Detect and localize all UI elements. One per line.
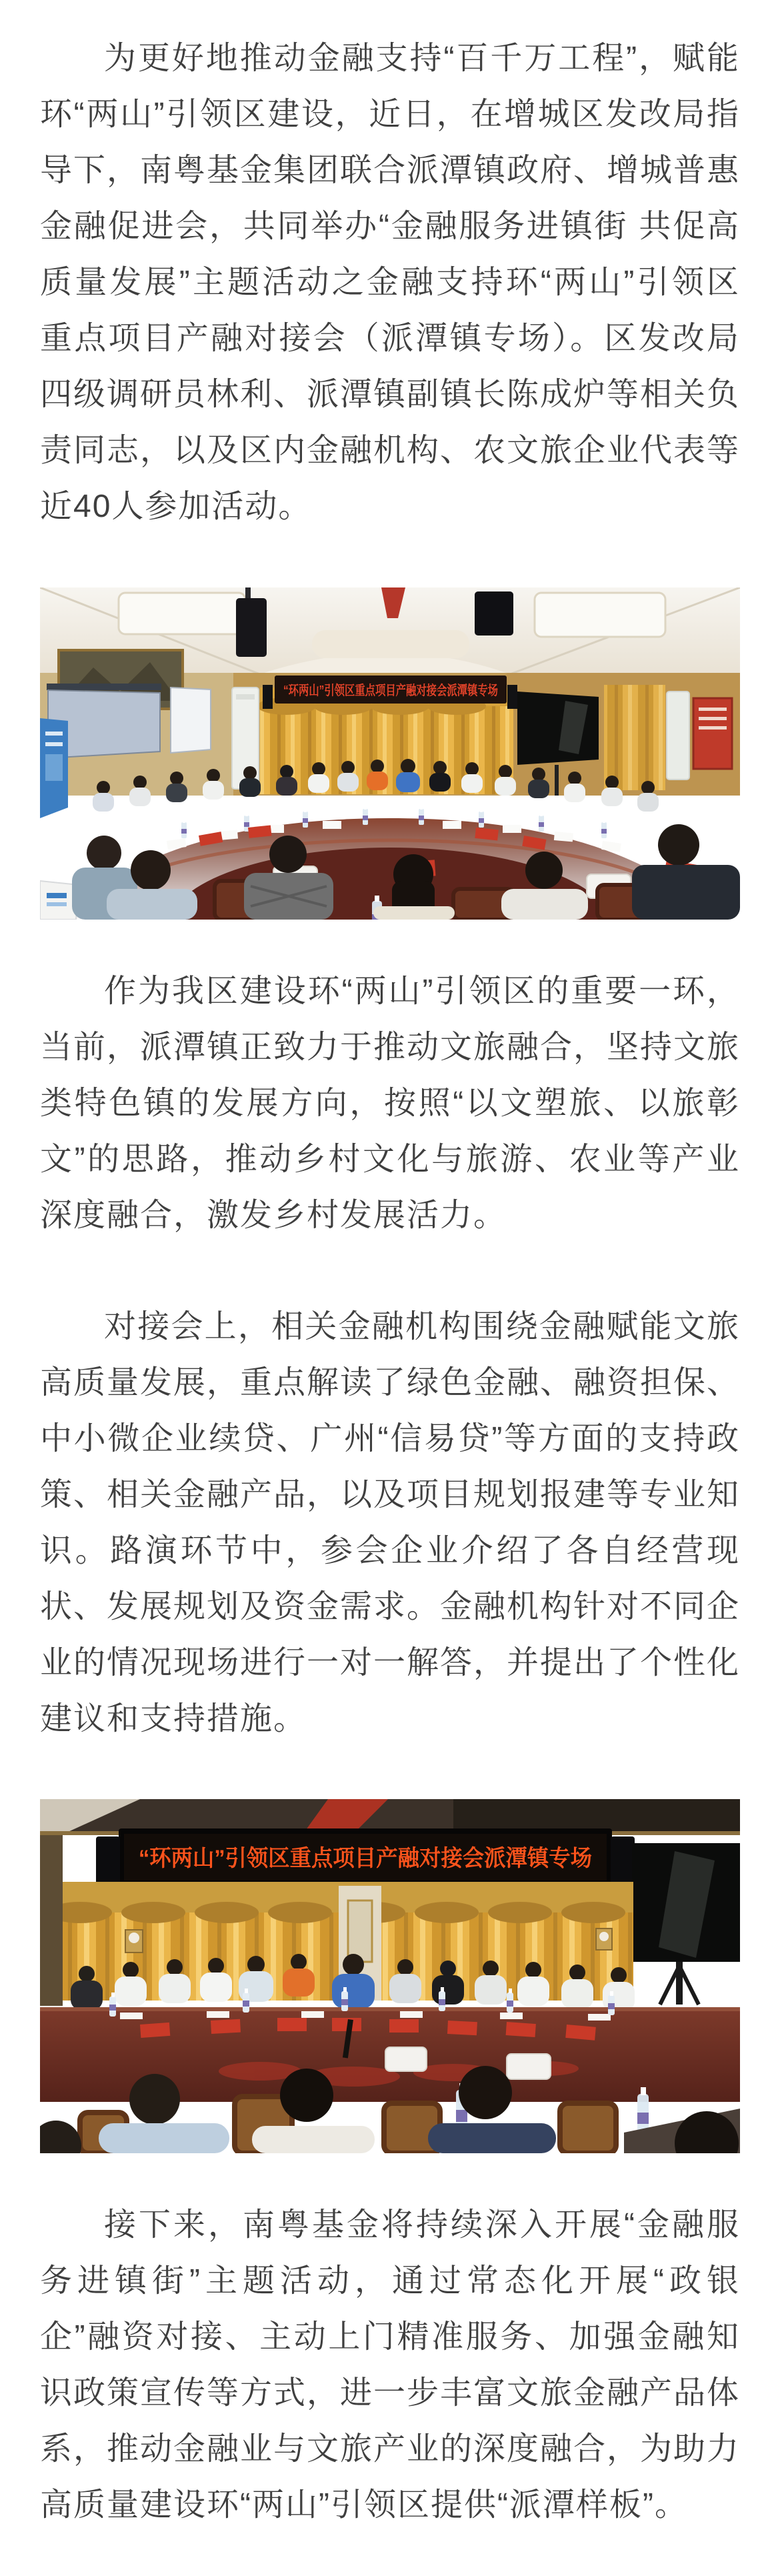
paragraph-meeting: 对接会上，相关金融机构围绕金融赋能文旅高质量发展，重点解读了绿色金融、融资担保、中小微企业续贷、广州“信易贷”等方面的支持政策、相关金融产品，以及项目规划报建等专业知识。路演环节中，参会企业介绍了各自经营现状、发展规划及资金需求。金融机构针对不同企业的情况现场进行一对一解答，并提出了个性化建议和支持措施。 (40, 1309, 741, 1736)
no-smoking-sign (125, 1930, 143, 1953)
projection-screen (47, 684, 211, 758)
red-wall-poster (693, 698, 732, 769)
photo-conference-close[interactable] (40, 1799, 740, 2153)
person-back-dark-suit (632, 824, 740, 920)
photo-conference-wide[interactable] (40, 587, 740, 920)
paragraph-outlook: 接下来，南粤基金将持续深入开展“金融服务进镇街”主题活动，通过常态化开展“政银企”融资对接、主动上门精准服务、加强金融知识政策宣传等方式，进一步丰富文旅金融产品体系，推动金融业与文旅产业的深度融合，为助力高质量建设环“两山”引领区提供“派潭样板”。 (40, 2207, 741, 2523)
conference-wide-illustration (40, 587, 740, 920)
led-banner-text: “环两山”引领区重点项目产融对接会派潭镇专场 (283, 684, 563, 698)
air-conditioner-right (667, 692, 689, 780)
paragraph-intro: 为更好地推动金融支持“百千万工程”，赋能环“两山”引领区建设，近日，在增城区发改局指导下，南粤基金集团联合派潭镇政府、增城普惠金融促进会，共同举办“金融服务进镇街 共促高质量发展”主题活动之金融支持环“两山”引领区重点项目产融对接会（派潭镇专场）。区发改局四级调研员林利、派潭镇副镇长陈成炉等相关负责同志，以及区内金融机构、农文旅企业代表等近40人参加活动。 (40, 41, 741, 524)
rollup-banner-blue (40, 718, 68, 818)
conference-close-illustration (40, 1799, 740, 2153)
led-banner (275, 676, 563, 704)
no-smoking-sign-2 (596, 1928, 612, 1950)
led-screen (96, 1828, 635, 1890)
hanging-speaker-right (475, 591, 513, 635)
person-corner-left (40, 2121, 81, 2153)
tv-screen (632, 1843, 740, 2005)
paragraph-context: 作为我区建设环“两山”引领区的重要一环，当前，派潭镇正致力于推动文旅融合，坚持文旅类特色镇的发展方向，按照“以文塑旅、以旅彰文”的思路，推动乡村文化与旅游、农业等产业深度融合，激发乡村发展活力。 (40, 974, 741, 1233)
led-screen-text: “环两山”引领区重点项目产融对接会派潭镇专场 (139, 1846, 615, 1871)
